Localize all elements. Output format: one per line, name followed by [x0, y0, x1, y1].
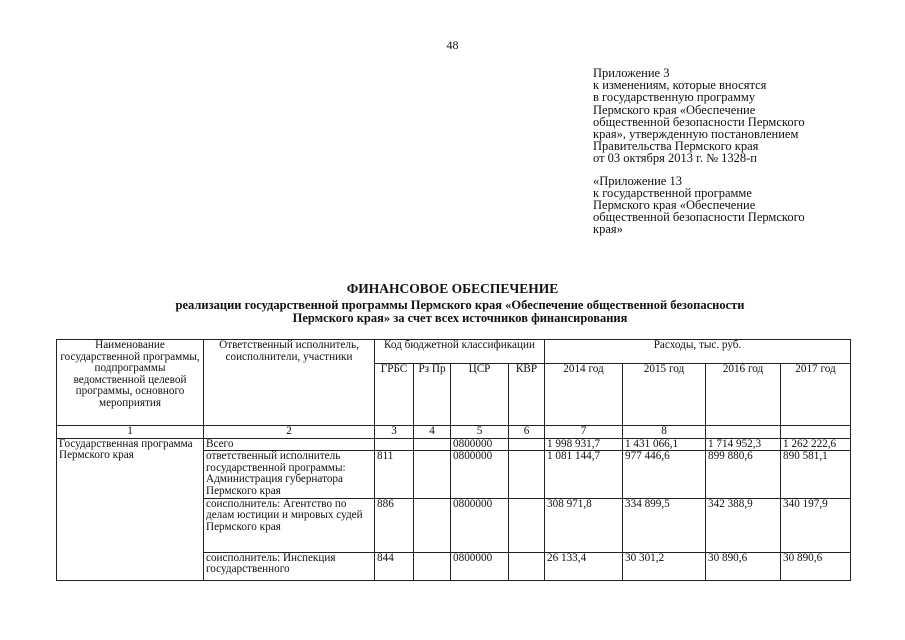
appendix13-line: края» — [593, 222, 623, 237]
column-number-empty — [706, 426, 781, 439]
column-number: 3 — [375, 426, 414, 439]
header-row — [57, 340, 851, 364]
page-number: 48 — [446, 38, 459, 52]
amount-2016-cell: 899 880,6 — [706, 451, 781, 498]
header-kvr: КВР — [509, 364, 545, 426]
appendix13-line: «Приложение 13 — [593, 173, 682, 188]
executor-cell: ответственный исполнитель государственной программы: Администрация губернатора Пермского края — [204, 451, 375, 498]
amount-2016-cell: 342 388,9 — [706, 498, 781, 552]
appendix-line: общественной безопасности Пермского — [593, 114, 805, 129]
column-number: 2 — [204, 426, 375, 439]
header-expenses: Расходы, тыс. руб. — [545, 340, 851, 364]
appendix-line: в государственную программу — [593, 90, 756, 105]
executor-cell: Всего — [204, 438, 375, 451]
column-number-row — [57, 426, 851, 439]
header-2015: 2015 год — [623, 364, 706, 426]
header-csr: ЦСР — [451, 364, 509, 426]
rz-pr-cell — [414, 438, 451, 451]
appendix-line: Пермского края «Обеспечение — [593, 102, 756, 117]
grbs-cell: 886 — [375, 498, 414, 552]
subtitle-line: реализации государственной программы Пермского края «Обеспечение общественной безопасности — [175, 298, 745, 312]
appendix-line: Правительства Пермского края — [593, 139, 759, 154]
header-grbs: ГРБС — [375, 364, 414, 426]
rz-pr-cell — [414, 498, 451, 552]
header-rz-pr: Рз Пр — [414, 364, 451, 426]
amount-2016-cell: 1 714 952,3 — [706, 438, 781, 451]
column-number: 8 — [623, 426, 706, 439]
amount-2017-cell: 340 197,9 — [781, 498, 851, 552]
column-number-empty — [781, 426, 851, 439]
appendix-line: края», утвержденную постановлением — [593, 127, 799, 142]
csr-cell: 0800000 — [451, 498, 509, 552]
program-name-cell: Государственная программа Пермского края — [57, 438, 204, 580]
kvr-cell — [509, 498, 545, 552]
header-2014: 2014 год — [545, 364, 623, 426]
amount-2015-cell: 30 301,2 — [623, 552, 706, 580]
amount-2015-cell: 1 431 066,1 — [623, 438, 706, 451]
column-number: 7 — [545, 426, 623, 439]
appendix13-line: общественной безопасности Пермского — [593, 210, 805, 225]
table-row — [57, 438, 851, 451]
column-number: 5 — [451, 426, 509, 439]
grbs-cell: 844 — [375, 552, 414, 580]
amount-2014-cell: 308 971,8 — [545, 498, 623, 552]
appendix13-line: Пермского края «Обеспечение — [593, 198, 756, 213]
header-2017: 2017 год — [781, 364, 851, 426]
financing-table — [56, 339, 851, 581]
column-number: 4 — [414, 426, 451, 439]
header-2016: 2016 год — [706, 364, 781, 426]
appendix-line: Приложение 3 — [593, 66, 670, 80]
header-executor: Ответственный исполнитель, соисполнители, участники — [204, 340, 375, 426]
document-subtitle — [80, 299, 840, 325]
header-budget-code: Код бюджетной классификации — [375, 340, 545, 364]
amount-2016-cell: 30 890,6 — [706, 552, 781, 580]
csr-cell: 0800000 — [451, 451, 509, 498]
rz-pr-cell — [414, 451, 451, 498]
amount-2017-cell: 30 890,6 — [781, 552, 851, 580]
amount-2017-cell: 890 581,1 — [781, 451, 851, 498]
appendix13-line: к государственной программе — [593, 185, 752, 200]
kvr-cell — [509, 451, 545, 498]
amount-2015-cell: 334 899,5 — [623, 498, 706, 552]
csr-cell: 0800000 — [451, 552, 509, 580]
csr-cell: 0800000 — [451, 438, 509, 451]
appendix-header — [593, 67, 873, 236]
rz-pr-cell — [414, 552, 451, 580]
subtitle-line: Пермского края» за счет всех источников финансирования — [292, 311, 628, 325]
appendix-line: к изменениям, которые вносятся — [593, 78, 767, 93]
amount-2014-cell: 1 081 144,7 — [545, 451, 623, 498]
kvr-cell — [509, 552, 545, 580]
grbs-cell: 811 — [375, 451, 414, 498]
kvr-cell — [509, 438, 545, 451]
column-number: 1 — [57, 426, 204, 439]
amount-2014-cell: 26 133,4 — [545, 552, 623, 580]
grbs-cell — [375, 438, 414, 451]
amount-2015-cell: 977 446,6 — [623, 451, 706, 498]
appendix-line: от 03 октября 2013 г. № 1328-п — [593, 151, 757, 166]
document-title: ФИНАНСОВОЕ ОБЕСПЕЧЕНИЕ — [346, 281, 559, 296]
amount-2017-cell: 1 262 222,6 — [781, 438, 851, 451]
executor-cell: соисполнитель: Инспекция государственного — [204, 552, 375, 580]
header-name: Наименование государственной программы, подпрограммы ведомственной целевой программы, основного мероприятия — [57, 340, 204, 426]
amount-2014-cell: 1 998 931,7 — [545, 438, 623, 451]
column-number: 6 — [509, 426, 545, 439]
executor-cell: соисполнитель: Агентство по делам юстиции и мировых судей Пермского края — [204, 498, 375, 552]
